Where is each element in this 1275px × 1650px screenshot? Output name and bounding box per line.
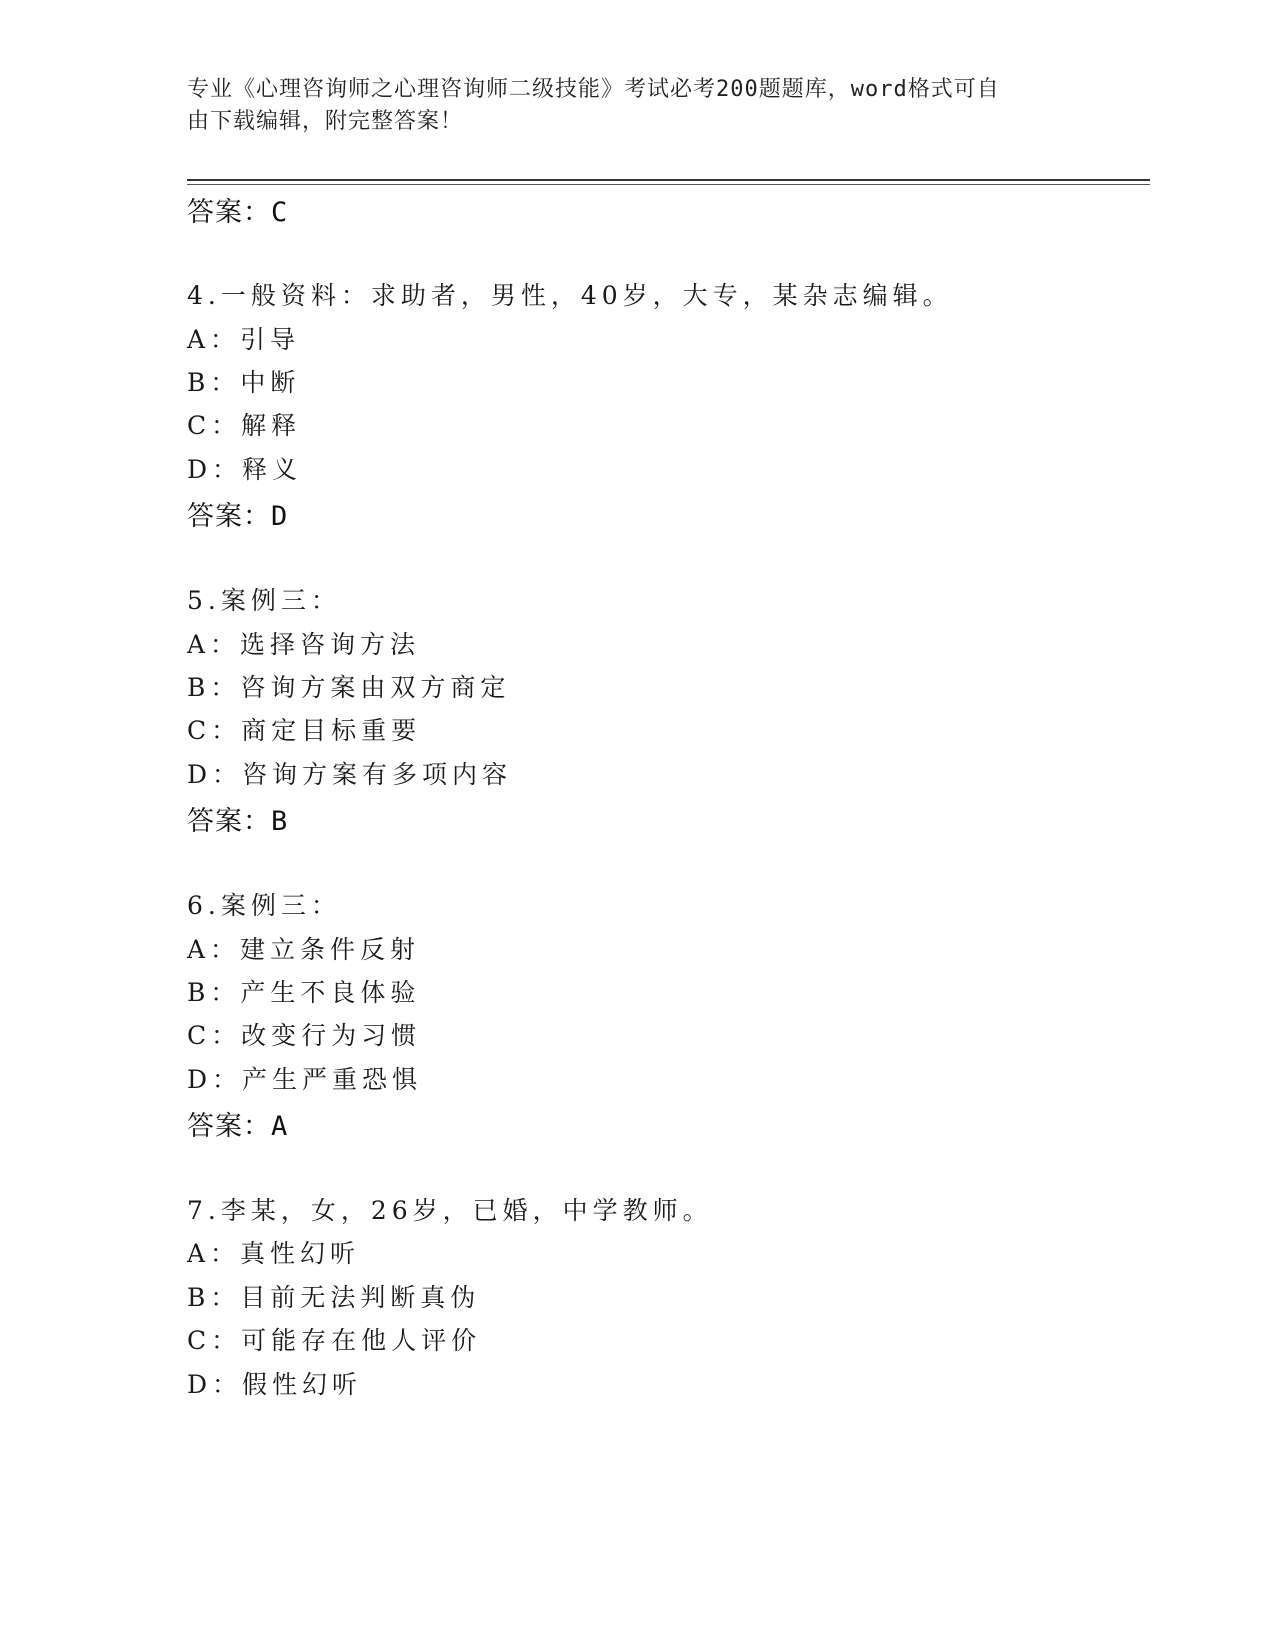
question-5-option-a: A：选择咨询方法	[187, 630, 421, 659]
question-7-option-b: B：目前无法判断真伪	[187, 1283, 481, 1312]
question-5-option-c: C：商定目标重要	[187, 716, 422, 745]
question-5-stem: 5.案例三：	[187, 586, 341, 615]
question-7-stem: 7.李某，女，26岁，已婚，中学教师。	[187, 1196, 713, 1225]
question-7-option-c: C：可能存在他人评价	[187, 1326, 482, 1355]
question-4-option-a: A：引导	[187, 325, 301, 354]
header-divider-thin	[187, 184, 1150, 185]
question-6-option-b: B：产生不良体验	[187, 978, 421, 1007]
question-4-option-d: D：释义	[187, 455, 303, 484]
header-divider-thick	[187, 179, 1150, 181]
header-line-2: 由下载编辑，附完整答案！	[187, 109, 464, 134]
question-6-option-d: D：产生严重恐惧	[187, 1065, 423, 1094]
question-5-option-b: B：咨询方案由双方商定	[187, 673, 511, 702]
question-5-option-d: D：咨询方案有多项内容	[187, 760, 513, 789]
question-4-answer: 答案：D	[187, 501, 289, 532]
answer-line: 答案：C	[187, 197, 289, 228]
question-4-option-c: C：解释	[187, 411, 302, 440]
question-7-option-a: A：真性幻听	[187, 1239, 361, 1268]
question-6-answer: 答案：A	[187, 1111, 289, 1142]
question-7-option-d: D：假性幻听	[187, 1370, 363, 1399]
question-6-stem: 6.案例三：	[187, 891, 341, 920]
question-6-option-c: C：改变行为习惯	[187, 1021, 422, 1050]
document-header	[187, 74, 1067, 138]
question-5-answer: 答案：B	[187, 806, 289, 837]
question-4-option-b: B：中断	[187, 368, 301, 397]
header-line-1: 专业《心理咨询师之心理咨询师二级技能》考试必考200题题库，word格式可自	[187, 77, 1000, 102]
question-6-option-a: A：建立条件反射	[187, 935, 421, 964]
question-4-stem: 4.一般资料：求助者，男性，40岁，大专，某杂志编辑。	[187, 281, 953, 310]
